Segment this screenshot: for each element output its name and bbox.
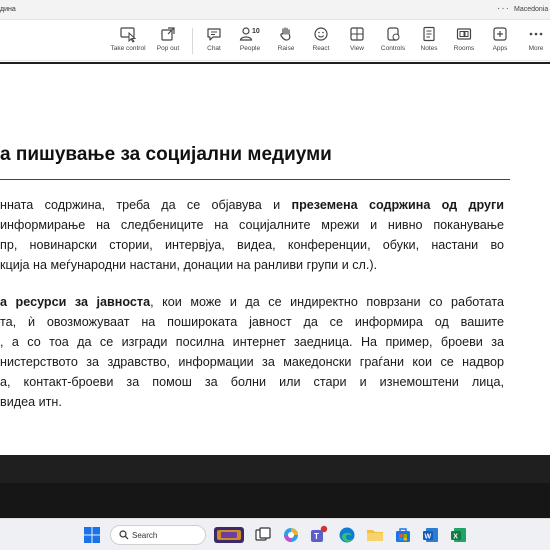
chat-button[interactable] [200, 25, 228, 59]
paragraph-line [0, 195, 504, 215]
line-text: , а со тоа да се изгради посилна интернет заедница. На пример, броеви за [0, 335, 504, 349]
window-title: дина [0, 6, 16, 13]
smiley-icon [312, 25, 330, 43]
line-bold-text: преземена содржина од други [291, 198, 504, 212]
svg-text:T: T [314, 532, 319, 541]
paragraph-public-resources [0, 292, 504, 412]
paragraph-shared-content [0, 195, 504, 275]
line-text: а, контакт-броеви за помош за болни или стари и изнемоштени лица, [0, 375, 504, 389]
react-button[interactable] [306, 25, 336, 59]
rooms-label: Rooms [453, 45, 475, 52]
line-text: та, ѝ овозможуваат на пошироката јавност да се информира од вашите [0, 315, 504, 329]
take-control-button[interactable] [106, 25, 150, 59]
raise-label: Raise [277, 45, 295, 52]
people-button[interactable] [234, 25, 266, 59]
notes-button[interactable] [416, 25, 442, 59]
pop-out-button[interactable] [152, 25, 184, 59]
controls-icon [384, 25, 402, 43]
search-label: Search [132, 531, 158, 540]
line-text: нистерството за здравство, информации за македонски граѓани кои се надвор [0, 355, 504, 369]
notes-icon [420, 25, 438, 43]
pop-out-icon [159, 25, 177, 43]
more-dots-icon [527, 25, 545, 43]
raise-hand-icon [277, 25, 295, 43]
paragraph-line [0, 215, 504, 235]
apps-label: Apps [492, 45, 508, 52]
line-text: видеа итн. [0, 395, 62, 409]
pop-out-label: Pop out [156, 45, 180, 52]
more-label: More [528, 45, 544, 52]
line-text: пр, новинарски стории, интервјуа, видеа, конференции, обуки, настани во [0, 238, 504, 252]
paragraph-line [0, 235, 504, 255]
line-text: , кои може и да се индиректно поврзани со работата [150, 295, 504, 309]
paragraph-line [0, 332, 504, 352]
controls-label: Controls [380, 45, 406, 52]
microsoft-store-icon[interactable] [393, 525, 413, 545]
line-text: нната содржина, треба да се објавува и [0, 198, 292, 212]
task-view-icon[interactable] [253, 525, 273, 545]
app-name: Macedonia [514, 6, 549, 13]
chat-label: Chat [207, 45, 221, 52]
teams-icon[interactable] [309, 525, 329, 545]
document-top-border [0, 62, 550, 64]
chat-icon [205, 25, 223, 43]
add-apps-icon [491, 25, 509, 43]
window-title-bar [0, 0, 550, 20]
paragraph-line [0, 372, 504, 392]
svg-text:W: W [424, 533, 432, 541]
apps-button[interactable] [488, 25, 512, 59]
paragraph-line [0, 312, 504, 332]
line-text: кција на меѓународни настани, донации на ранливи групи и сл.). [0, 258, 378, 272]
heading-divider [0, 179, 510, 180]
notes-label: Notes [420, 45, 438, 52]
grid-view-icon [348, 25, 366, 43]
taskbar-search[interactable] [110, 525, 206, 545]
copilot-icon[interactable] [281, 525, 301, 545]
paragraph-line [0, 352, 504, 372]
shared-document [0, 62, 550, 455]
rooms-button[interactable] [450, 25, 478, 59]
paragraph-line [0, 255, 504, 275]
take-control-icon [119, 25, 137, 43]
controls-button[interactable] [377, 25, 409, 59]
game-thumbnail-icon[interactable] [213, 525, 245, 545]
windows-taskbar [0, 518, 550, 550]
view-label: View [350, 45, 364, 52]
people-label: People [239, 45, 261, 52]
page-title: а пишување за социјални медиуми [0, 144, 332, 165]
toolbar-divider [192, 28, 193, 54]
paragraph-line [0, 292, 504, 312]
line-bold-text: а ресурси за јавноста [0, 295, 151, 309]
paragraph-line [0, 392, 504, 412]
meeting-toolbar [0, 20, 550, 61]
react-label: React [312, 45, 330, 52]
more-button[interactable] [524, 25, 548, 59]
word-icon[interactable] [421, 525, 441, 545]
video-stage [0, 455, 550, 518]
windows-start-icon[interactable] [82, 525, 102, 545]
people-count: 10 [252, 28, 260, 35]
rooms-icon [455, 25, 473, 43]
line-text: информирање на следбениците на социјалните мрежи и нивно поканување [0, 218, 504, 232]
edge-icon[interactable] [337, 525, 357, 545]
svg-text:X: X [453, 533, 458, 541]
video-gallery-strip [0, 483, 550, 518]
excel-icon[interactable] [449, 525, 469, 545]
raise-hand-button[interactable] [272, 25, 300, 59]
file-explorer-icon[interactable] [365, 525, 385, 545]
search-icon [119, 530, 129, 540]
take-control-label: Take control [110, 45, 146, 52]
view-button[interactable] [343, 25, 371, 59]
more-options-icon[interactable]: ··· [497, 3, 510, 14]
